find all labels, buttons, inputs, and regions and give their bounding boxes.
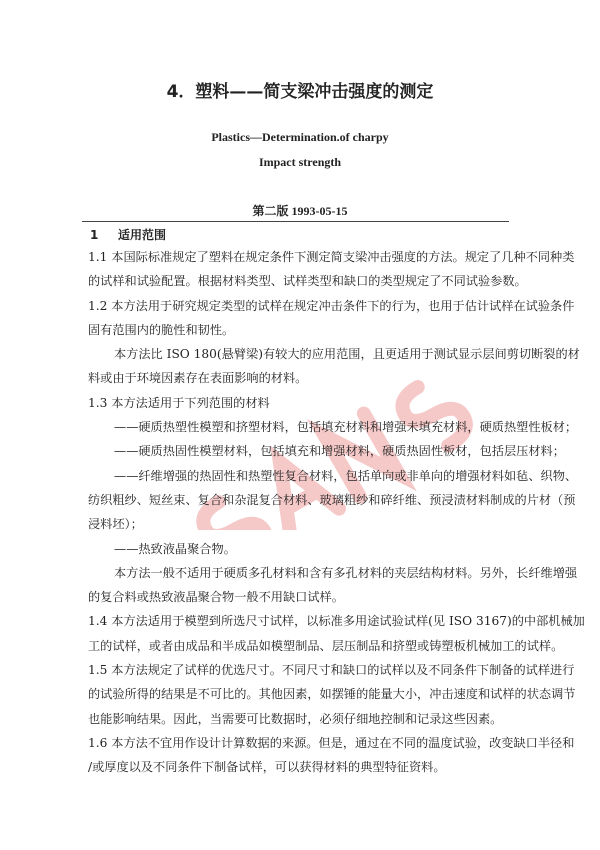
text-line: 的复合料或热致液晶聚合物一般不用缺口试样。: [88, 590, 344, 605]
section-heading: [90, 226, 166, 243]
section-number: 1: [90, 228, 99, 242]
text-line: 1.1 本国际标准规定了塑料在规定条件下测定简支梁冲击强度的方法。规定了几种不同种类: [88, 250, 575, 264]
english-title-line-1: Plastics—Determination.of charpy: [211, 130, 389, 144]
text-line: 1.6 本方法不宜用作设计计算数据的来源。但是，通过在不同的温度试验，改变缺口半径和: [88, 735, 575, 750]
text-line: 工的试样，或者由成品和半成品如模塑制品、层压制品和挤塑或铸塑板机械加工的试样。: [88, 638, 564, 653]
text-line: 料或由于环境因素存在表面影响的材料。: [88, 371, 308, 386]
text-line: 1.4 本方法适用于模塑到所选尺寸试样，以标准多用途试验试样(见 ISO 3167)的中部机械加: [88, 614, 585, 629]
text-line: /或厚度以及不同条件下制备试样，可以获得材料的典型特征资料。: [88, 760, 446, 775]
text-line: 浸料坯）；: [88, 517, 143, 532]
text-line: 本方法一般不适用于硬质多孔材料和含有多孔材料的夹层结构材料。另外，长纤维增强: [114, 565, 578, 580]
document-title: 4．塑料——简支梁冲击强度的测定: [166, 82, 434, 102]
text-line: 1.2 本方法用于研究规定类型的试样在规定冲击条件下的行为，也用于估计试样在试验条件: [88, 298, 575, 313]
edition-date: 第二版 1993-05-15: [252, 204, 348, 218]
text-line: 固有范围内的脆性和韧性。: [88, 322, 235, 337]
text-line: 的试验所得的结果是不可比的。其他因素，如摆锤的能量大小，冲击速度和试样的状态调节: [88, 687, 576, 702]
list-item: ——热致液晶聚合物。: [114, 541, 236, 556]
text-line: 1.5 本方法规定了试样的优选尺寸。不同尺寸和缺口的试样以及不同条件下制备的试样进行: [88, 663, 575, 678]
section-title: 适用范围: [118, 228, 167, 242]
text-line: 1.3 本方法适用于下列范围的材料: [88, 395, 270, 410]
section-body: [88, 245, 585, 780]
text-line: 的试样和试验配置。根据材料类型、试样类型和缺口的类型规定了不同试验参数。: [88, 274, 527, 289]
text-line: 纺织粗纱、短丝束、复合和杂混复合材料、玻璃粗纱和碎纤维、预浸渍材料制成的片材（预: [88, 492, 576, 507]
list-item: ——纤维增强的热固性和热塑性复合材料，包括单向或非单向的增强材料如毡、织物、: [114, 468, 578, 483]
text-line: 本方法比 ISO 180(悬臂梁)有较大的应用范围，且更适用于测试显示层间剪切断裂的材: [114, 347, 580, 362]
list-item: ——硬质热塑性模塑和挤塑材料，包括填充材料和增强未填充材料，硬质热塑性板材；: [114, 420, 578, 435]
text-line: 也能影响结果。因此，当需要可比数据时，必须仔细地控制和记录这些因素。: [88, 711, 503, 726]
list-item: ——硬质热固性模塑材料，包括填充和增强材料，硬质热固性板材，包括层压材料；: [114, 444, 565, 459]
header-divider: [82, 221, 509, 222]
english-title-line-2: Impact strength: [258, 155, 342, 169]
